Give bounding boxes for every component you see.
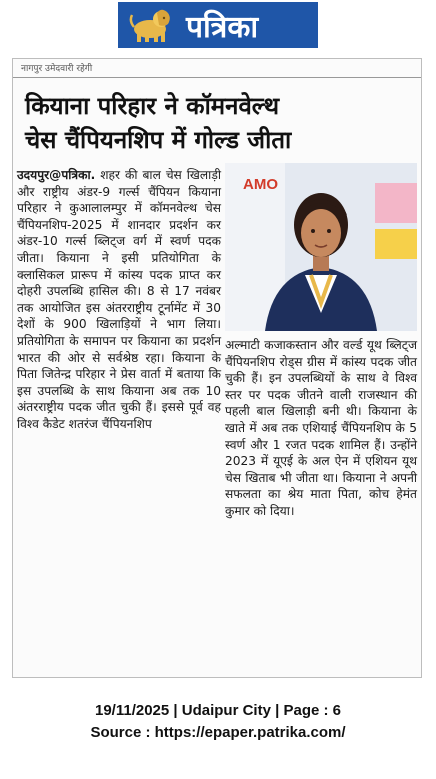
footer-edition: 19/11/2025 | Udaipur City | Page : 6: [94, 702, 341, 719]
article-text-left: शहर की बाल चेस खिलाड़ी और राष्ट्रीय अंडर-9 गर्ल्स चैंपियन कियाना परिहार ने कुआलालम्पुर में कॉमनवेल्थ चेस चैंपियनशिप-2025 में शानदार प्रदर्शन कर अंडर-10 गर्ल्स ब्लिट्ज वर्ग में स्वर्ण पदक जीता। कियाना ने इसी प्रतियोगिता के क्लासिकल प्रारूप में कांस्य पदक प्राप्त कर दोहरी उपलब्धि हासिल की। 8 से 17 नवंबर तक आयोजित इस अंतरराष्ट्रीय टूर्नामेंट में 30 देशों के 900 खिलाड़ियों ने भाग लिया। प्रतियोगिता के समापन पर कियाना का प्रदर्शन भारत की ओर से सर्वश्रेष्ठ रहा। कियाना के पिता जितेन्द्र परिहार ने प्रेस वार्ता में बताया कि इस उपलब्धि के साथ कियाना अब तक 10 अंतरराष्ट्रीय पदक जीत चुकी हैं। इससे पूर्व वह विश्व कैडेट शतरंज चैंपियनशिप: [17, 168, 221, 431]
article-column-left: [17, 167, 221, 433]
footer: [0, 700, 436, 744]
lion-icon: [128, 7, 174, 43]
masthead: [118, 2, 318, 48]
divider: [13, 77, 421, 78]
headline-line-2: चेस चैंपियनशिप में गोल्ड जीता: [25, 126, 292, 154]
footer-source[interactable]: Source : https://epaper.patrika.com/: [90, 724, 346, 741]
news-photo: [225, 163, 417, 331]
brand-name: पत्रिका: [186, 9, 259, 45]
article-column-right: अल्माटी कजाकस्तान और वर्ल्ड यूथ ब्लिट्ज चैंपियनशिप रोड्स ग्रीस में कांस्य पदक जीत चुकी हैं। इन उपलब्धियों के साथ वे विश्व स्तर पर पदक जीतने वाली राजस्थान की पहली बाल खिलाड़ी बनी थी। कियाना के खाते में अब तक एशियाई चैंपियनशिप के 5 स्वर्ण और 1 रजत पदक शामिल हैं। उन्होंने 2023 में यूएई के अल ऐन में एशियन यूथ चेस खिताब भी जीता था। कियाना ने अपनी सफलता का श्रेय माता पिता, कोच हेमंत कुमार को दिया।: [225, 338, 417, 518]
photo-illustration: [225, 163, 417, 331]
headline: [25, 89, 415, 157]
news-clipping: [12, 58, 422, 678]
backdrop-text: AMO: [243, 176, 278, 193]
dateline: उदयपुर@पत्रिका.: [17, 168, 96, 182]
headline-line-1: कियाना परिहार ने कॉमनवेल्थ: [25, 92, 280, 120]
cutoff-text: नागपुर उमेदवारी रहेगी: [21, 64, 93, 74]
